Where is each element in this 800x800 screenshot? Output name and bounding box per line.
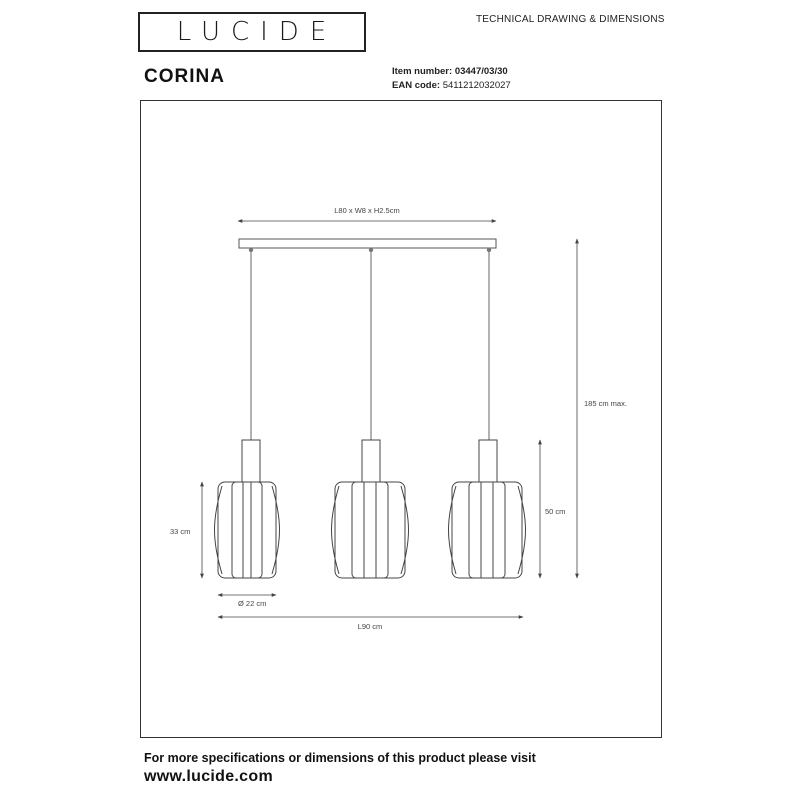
pendant-shade-middle [332,440,409,578]
pendant-shade-left [215,440,280,578]
website-link[interactable]: www.lucide.com [144,768,273,785]
logo-text: LUCIDE [176,17,338,47]
pendant-shade-right [449,440,526,578]
shade-height-label: 33 cm [170,527,191,536]
item-number-value: 03447/03/30 [454,66,508,77]
diameter-label: Ø 22 cm [238,599,267,608]
document-type: TECHNICAL DRAWING & DIMENSIONS [476,14,665,25]
ean-code-value: 5411212032027 [442,80,511,91]
ceiling-canopy [239,239,496,248]
ean-code-label: EAN code: [392,80,441,91]
item-number-label: Item number: [392,66,453,77]
canopy-dimension-label: L80 x W8 x H2.5cm [334,206,400,215]
product-name: CORINA [144,66,225,87]
footer-note: For more specifications or dimensions of this product please visit [144,751,536,765]
lamp-height-label: 50 cm [545,507,566,516]
suspension-cables [251,248,489,440]
length-label: L90 cm [357,622,383,631]
total-height-label: 185 cm max. [584,399,627,408]
